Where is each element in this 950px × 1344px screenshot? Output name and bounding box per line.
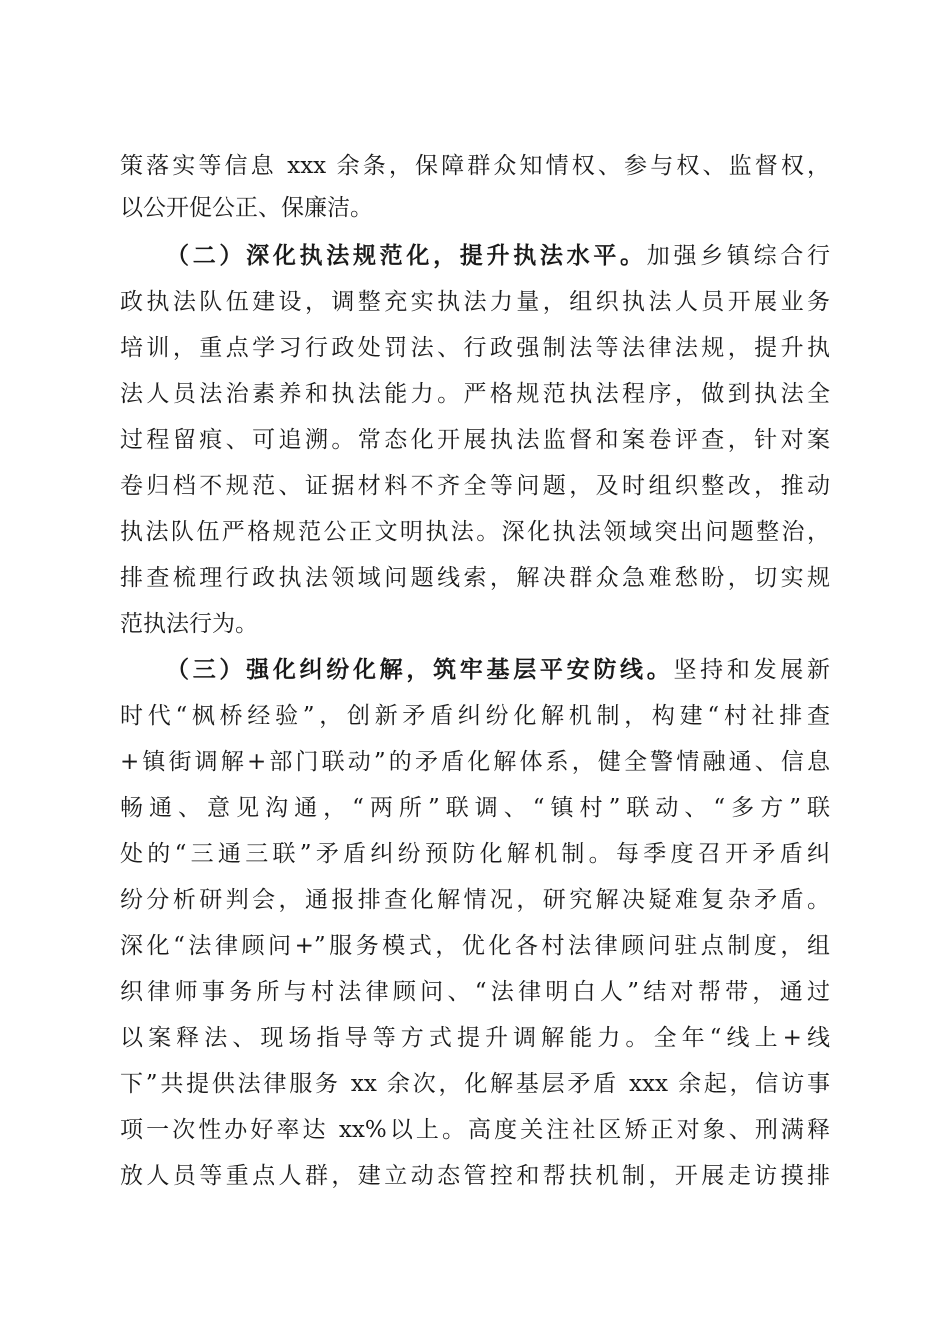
section-heading: （三）强化纠纷化解，筑牢基层平安防线。 xyxy=(166,656,674,683)
paragraph-line: 范执法行为。 xyxy=(120,611,258,637)
paragraph-text: 坚持和发展新 xyxy=(673,657,831,683)
paragraph-line: 畅通、意见沟通，“两所”联调、“镇村”联动、“多方”联 xyxy=(120,795,830,821)
paragraph-first-line xyxy=(166,650,830,690)
paragraph-line: 卷归档不规范、证据材料不齐全等问题，及时组织整改，推动 xyxy=(120,473,830,499)
paragraph-line: 政执法队伍建设，调整充实执法力量，组织执法人员开展业务 xyxy=(120,289,830,315)
paragraph-first-line xyxy=(166,236,830,276)
paragraph-line: 处的“三通三联”矛盾纠纷预防化解机制。每季度召开矛盾纠 xyxy=(120,841,830,867)
paragraph-text: 加强乡镇综合行 xyxy=(646,243,831,269)
paragraph-line: 法人员法治素养和执法能力。严格规范执法程序，做到执法全 xyxy=(120,381,830,407)
paragraph-line: 下”共提供法律服务 xx 余次，化解基层矛盾 xxx 余起，信访事 xyxy=(120,1071,830,1097)
paragraph-line: 织律师事务所与村法律顾问、“法律明白人”结对帮带，通过 xyxy=(120,979,830,1005)
paragraph-line: 放人员等重点人群，建立动态管控和帮扶机制，开展走访摸排 xyxy=(120,1163,830,1189)
paragraph-line: 以公开促公正、保廉洁。 xyxy=(120,195,373,221)
paragraph-line: 时代“枫桥经验”，创新矛盾纠纷化解机制，构建“村社排查 xyxy=(120,703,830,729)
paragraph-line: 以案释法、现场指导等方式提升调解能力。全年“线上+线 xyxy=(120,1025,830,1051)
paragraph-line: 执法队伍严格规范公正文明执法。深化执法领域突出问题整治， xyxy=(120,519,830,545)
paragraph-line: 培训，重点学习行政处罚法、行政强制法等法律法规，提升执 xyxy=(120,335,830,361)
paragraph-line: 深化“法律顾问+”服务模式，优化各村法律顾问驻点制度，组 xyxy=(120,933,830,959)
paragraph-line: 纷分析研判会，通报排查化解情况，研究解决疑难复杂矛盾。 xyxy=(120,887,830,913)
section-heading: （二）深化执法规范化，提升执法水平。 xyxy=(166,242,647,269)
paragraph-line: +镇街调解+部门联动”的矛盾化解体系，健全警情融通、信息 xyxy=(120,749,830,775)
paragraph-line: 策落实等信息 xxx 余条，保障群众知情权、参与权、监督权， xyxy=(120,153,830,179)
paragraph-line: 项一次性办好率达 xx%以上。高度关注社区矫正对象、刑满释 xyxy=(120,1117,830,1143)
paragraph-line: 过程留痕、可追溯。常态化开展执法监督和案卷评查，针对案 xyxy=(120,427,830,453)
paragraph-line: 排查梳理行政执法领域问题线索，解决群众急难愁盼，切实规 xyxy=(120,565,830,591)
